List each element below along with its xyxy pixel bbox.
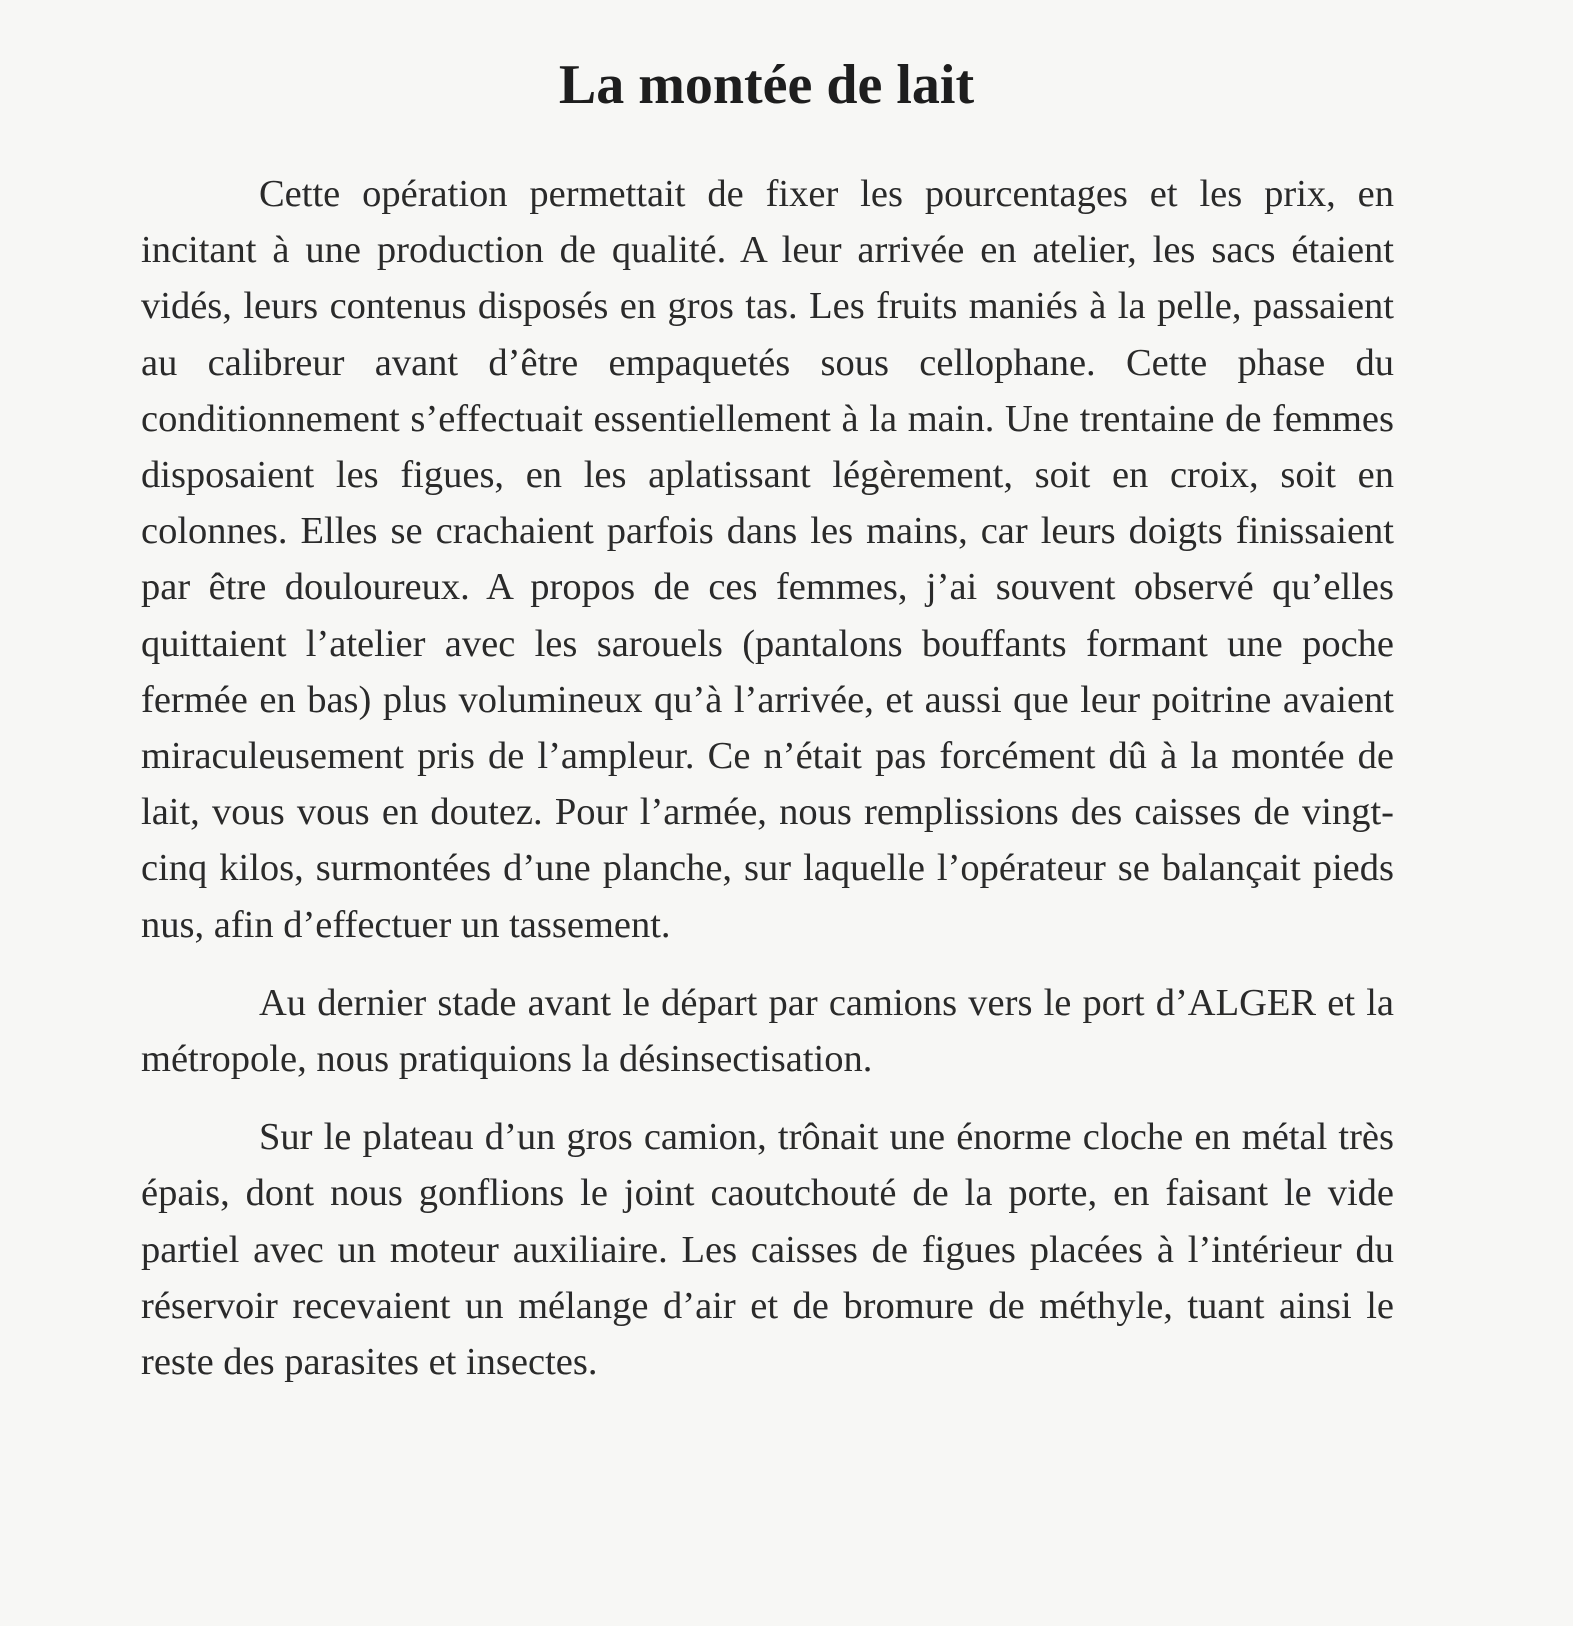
chapter-title: La montée de lait (558, 54, 975, 116)
paragraph-1: Cette opération permettait de fixer les pourcentages et les prix, en incitant à une production de qualité. A leur arrivée en atelier, les sacs étaient vidés, leurs contenus disposés en gros tas. Les fruits maniés à la pelle, passaient au calibreur avant d’être empaquetés sous cellophane. Cette phase du conditionnement s’effectuait essentiellement à la main. Une trentaine de femmes disposaient les figues, en les aplatissant légèrement, soit en croix, soit en colonnes. Elles se crachaient parfois dans les mains, car leurs doigts finissaient par être douloureux. A propos de ces femmes, j’ai souvent observé qu’elles quittaient l’atelier avec les sarouels (pantalons bouffants formant une poche fermée en bas) plus volumineux qu’à l’arrivée, et aussi que leur poitrine avaient miraculeusement pris de l’ampleur. Ce n’était pas forcément dû à la montée de lait, vous vous en doutez. Pour l’armée, nous remplissions des caisses de vingt-cinq kilos, surmontées d’une planche, sur laquelle l’opérateur se balançait pieds nus, afin d’effectuer un tassement. (141, 173, 1394, 946)
paragraph-3: Sur le plateau d’un gros camion, trônait une énorme cloche en métal très épais, dont nous gonflions le joint caoutchouté de la porte, en faisant le vide partiel avec un moteur auxiliaire. Les caisses de figues placées à l’intérieur du réservoir recevaient un mélange d’air et de bromure de méthyle, tuant ainsi le reste des parasites et insectes. (141, 1116, 1394, 1384)
paragraph-2: Au dernier stade avant le départ par camions vers le port d’ALGER et la métropole, nous pratiquions la désinsectisation. (141, 981, 1394, 1081)
body-text (141, 166, 1394, 1390)
